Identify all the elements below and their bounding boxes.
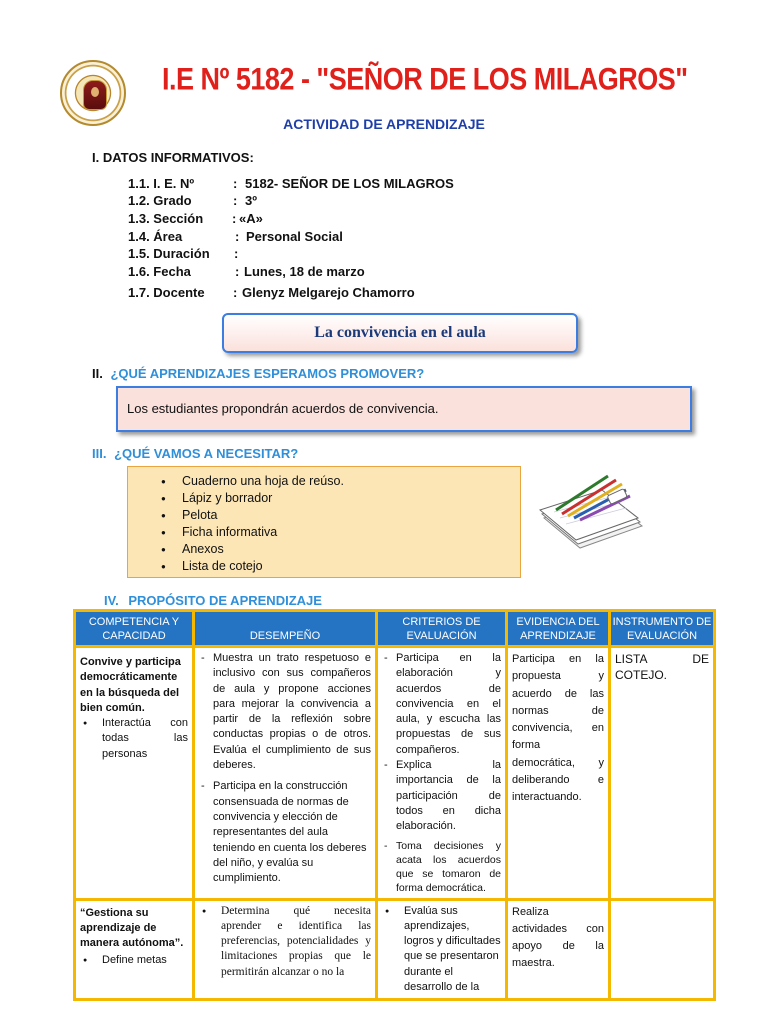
instrumento-text: LISTA DE COTEJO.: [615, 652, 709, 682]
competencia-text: “Gestiona su aprendizaje de manera autónoma”.: [80, 906, 184, 950]
desempeno-item: - Participa en la construcción consensuada de normas de convivencia y elección de representantes del aula teniendo en cuenta los deberes del niño, y evalúa su cumplimiento.: [199, 779, 371, 886]
materials-item: ● Lápiz y borrador: [128, 490, 520, 507]
learning-goal-box: Los estudiantes propondrán acuerdos de convivencia.: [116, 386, 692, 432]
criterio-item: - Participa en la elaboración y acuerdos de convivencia en el aula, y escucha las propuestas de sus compañeros.: [382, 651, 501, 758]
evidencia-text: Realiza actividades con apoyo de la maestra.: [512, 905, 604, 969]
materials-item: ● Pelota: [128, 507, 520, 524]
cell-desempeno: [194, 899, 377, 1000]
capacidad-item: ● Define metas: [80, 953, 188, 968]
competencia-text: Convive y participa democráticamente en la búsqueda del bien común.: [80, 656, 181, 714]
section3-number: III.: [92, 446, 107, 461]
cell-desempeno: [194, 647, 377, 900]
col-header-evidencia: EVIDENCIA DEL APRENDIZAJE: [507, 611, 610, 647]
section2-heading: [92, 366, 424, 381]
section4-title: PROPÓSITO DE APRENDIZAJE: [128, 593, 322, 608]
activity-title: ACTIVIDAD DE APRENDIZAJE: [283, 116, 485, 132]
evidencia-text: Participa en la propuesta y acuerdo de las normas de convivencia, en forma democrática, y deliberando e interactuando.: [512, 653, 604, 804]
cell-criterios: [377, 647, 507, 900]
section4-heading: [104, 593, 322, 608]
cell-evidencia: [507, 647, 610, 900]
col-header-desempeno: DESEMPEÑO: [194, 611, 377, 647]
col-header-criterios: CRITERIOS DE EVALUACIÓN: [377, 611, 507, 647]
cell-instrumento-empty: [610, 899, 715, 1000]
materials-item: ● Cuaderno una hoja de reúso.: [128, 473, 520, 490]
criterio-item: - Toma decisiones y acata los acuerdos que se tomaron de forma democrática.: [382, 839, 501, 895]
section1-heading: I. DATOS INFORMATIVOS:: [92, 150, 254, 165]
col-header-competencia: COMPETENCIA Y CAPACIDAD: [75, 611, 194, 647]
papers-pencils-illustration: [536, 468, 646, 550]
materials-item: ● Anexos: [128, 541, 520, 558]
logo-emblem: [83, 80, 107, 110]
section2-number: II.: [92, 366, 103, 381]
materials-box: [127, 466, 521, 578]
table-row: [75, 647, 715, 900]
materials-item: ● Ficha informativa: [128, 524, 520, 541]
purpose-table: [73, 609, 716, 1001]
desempeno-item: ● Determina qué necesita aprender e identifica las preferencias, potencialidades y limitaciones propias que le permitirán alcanzar o no la: [199, 904, 371, 980]
school-title: I.E Nº 5182 - "SEÑOR DE LOS MILAGROS": [162, 62, 688, 97]
criterio-item: - Explica la importancia de la participación de todos en dicha elaboración.: [382, 758, 501, 834]
cell-criterios: [377, 899, 507, 1000]
capacidad-item: ● Interactúa con todas las personas: [80, 716, 188, 762]
cell-instrumento: [610, 647, 715, 900]
cell-competencia: [75, 647, 194, 900]
section3-title: ¿QUÉ VAMOS A NECESITAR?: [114, 446, 299, 461]
cell-evidencia: [507, 899, 610, 1000]
col-header-instrumento: INSTRUMENTO DE EVALUACIÓN: [610, 611, 715, 647]
table-header-row: [75, 611, 715, 647]
criterio-item: ● Evalúa sus aprendizajes, logros y dificultades que se presentaron durante el desarrollo de la: [382, 904, 501, 996]
cell-competencia: [75, 899, 194, 1000]
materials-list: [128, 467, 520, 575]
topic-box: La convivencia en el aula: [222, 313, 578, 353]
materials-item: ● Lista de cotejo: [128, 558, 520, 575]
section4-number: IV.: [104, 593, 119, 608]
table-row: [75, 899, 715, 1000]
desempeno-item: - Muestra un trato respetuoso e inclusivo con sus compañeros de aula y propone acciones para mejorar la convivencia a partir de la reflexión sobre conductas propias o de otros. Evalúa el cumplimiento de sus deberes.: [199, 651, 371, 773]
section3-heading: [92, 446, 298, 461]
section2-title: ¿QUÉ APRENDIZAJES ESPERAMOS PROMOVER?: [110, 366, 425, 381]
